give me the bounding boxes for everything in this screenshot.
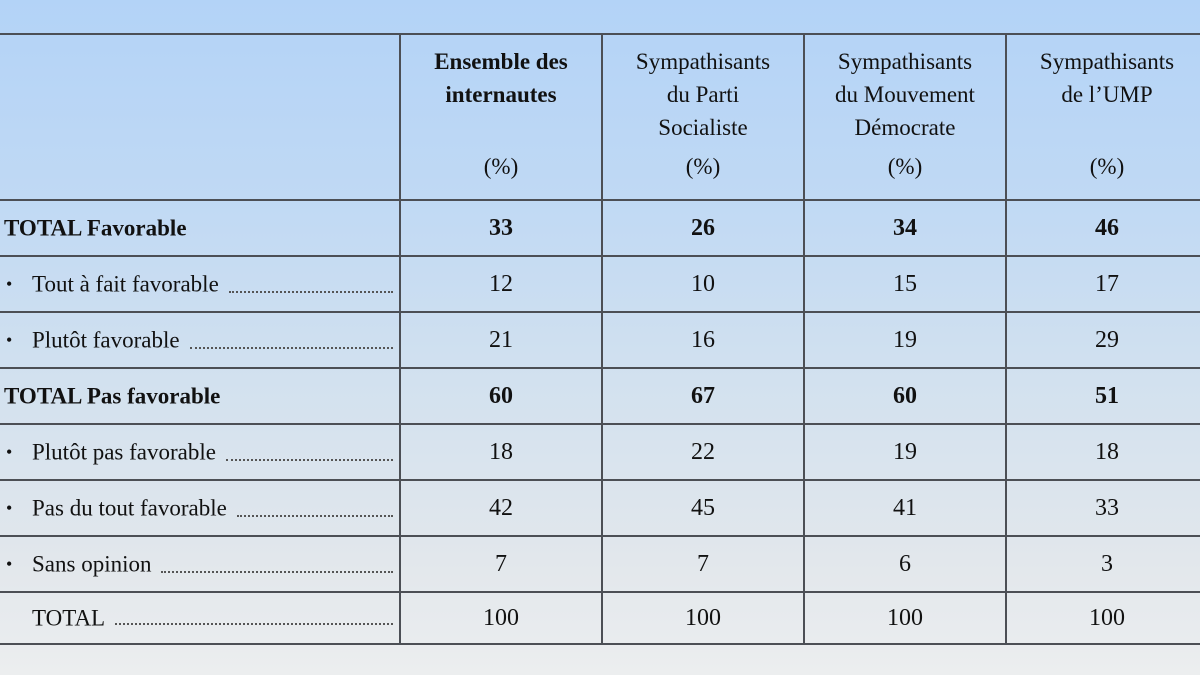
column-header-title-line: internautes bbox=[445, 82, 557, 107]
table-body bbox=[0, 200, 1200, 644]
value-cell: 7 bbox=[602, 536, 804, 592]
row-label-cell bbox=[0, 424, 400, 480]
value-cell: 33 bbox=[1006, 480, 1200, 536]
value-cell: 100 bbox=[1006, 592, 1200, 644]
value-cell: 60 bbox=[400, 368, 602, 424]
value-cell: 19 bbox=[804, 312, 1006, 368]
value-cell: 6 bbox=[804, 536, 1006, 592]
value-cell: 41 bbox=[804, 480, 1006, 536]
dot-leader bbox=[226, 459, 393, 461]
column-header-title bbox=[805, 45, 1005, 150]
value-cell: 22 bbox=[602, 424, 804, 480]
dot-leader bbox=[229, 291, 393, 293]
row-label: Pas du tout favorable bbox=[32, 495, 227, 521]
bullet-icon: • bbox=[6, 330, 13, 351]
value-cell: 45 bbox=[602, 480, 804, 536]
value-cell: 18 bbox=[1006, 424, 1200, 480]
row-label: Tout à fait favorable bbox=[32, 271, 219, 297]
row-label: TOTAL bbox=[32, 605, 106, 631]
column-header-title-line: du Mouvement bbox=[835, 82, 975, 107]
column-header-title-line: Sympathisants bbox=[837, 49, 973, 74]
table-header-row bbox=[0, 34, 1200, 200]
bullet-icon: • bbox=[6, 554, 13, 575]
value-cell: 29 bbox=[1006, 312, 1200, 368]
column-header bbox=[804, 34, 1006, 200]
column-header-title bbox=[1007, 45, 1200, 150]
value-cell: 10 bbox=[602, 256, 804, 312]
column-header-title-line: Démocrate bbox=[854, 115, 956, 140]
row-label-cell bbox=[0, 368, 400, 424]
value-cell: 16 bbox=[602, 312, 804, 368]
column-header bbox=[1006, 34, 1200, 200]
value-cell: 26 bbox=[602, 200, 804, 256]
value-cell: 42 bbox=[400, 480, 602, 536]
dot-leader bbox=[190, 347, 393, 349]
value-cell: 60 bbox=[804, 368, 1006, 424]
table-row bbox=[0, 200, 1200, 256]
table-row bbox=[0, 256, 1200, 312]
column-header-title-line: du Parti bbox=[666, 82, 740, 107]
column-header-title-line: Sympathisants bbox=[1039, 49, 1175, 74]
column-header-title-line: de l’UMP bbox=[1061, 82, 1153, 107]
table-row bbox=[0, 424, 1200, 480]
column-header-title bbox=[603, 45, 803, 150]
value-cell: 17 bbox=[1006, 256, 1200, 312]
value-cell: 100 bbox=[804, 592, 1006, 644]
dot-leader bbox=[237, 515, 393, 517]
column-header-unit: (%) bbox=[685, 154, 721, 179]
row-label-cell bbox=[0, 200, 400, 256]
value-cell: 21 bbox=[400, 312, 602, 368]
row-label-cell bbox=[0, 536, 400, 592]
row-label: Plutôt favorable bbox=[32, 327, 180, 353]
dot-leader bbox=[115, 623, 393, 625]
value-cell: 46 bbox=[1006, 200, 1200, 256]
value-cell: 7 bbox=[400, 536, 602, 592]
value-cell: 15 bbox=[804, 256, 1006, 312]
value-cell: 33 bbox=[400, 200, 602, 256]
column-header bbox=[602, 34, 804, 200]
table-row bbox=[0, 536, 1200, 592]
table-row bbox=[0, 312, 1200, 368]
row-label-cell bbox=[0, 480, 400, 536]
value-cell: 3 bbox=[1006, 536, 1200, 592]
table-row bbox=[0, 480, 1200, 536]
row-label: Plutôt pas favorable bbox=[32, 439, 216, 465]
dot-leader bbox=[161, 571, 393, 573]
value-cell: 18 bbox=[400, 424, 602, 480]
value-cell: 67 bbox=[602, 368, 804, 424]
value-cell: 51 bbox=[1006, 368, 1200, 424]
value-cell: 100 bbox=[602, 592, 804, 644]
row-label-cell bbox=[0, 256, 400, 312]
bullet-icon: • bbox=[6, 442, 13, 463]
column-header-title-line: Ensemble des bbox=[434, 49, 568, 74]
column-header-title-line: Socialiste bbox=[658, 115, 748, 140]
column-header-title bbox=[401, 45, 601, 150]
table-row bbox=[0, 592, 1200, 644]
bullet-icon: • bbox=[6, 274, 13, 295]
header-corner-cell bbox=[0, 34, 400, 200]
row-label-cell bbox=[0, 592, 400, 644]
bullet-icon: • bbox=[6, 498, 13, 519]
value-cell: 100 bbox=[400, 592, 602, 644]
survey-results-table bbox=[0, 33, 1200, 645]
column-header-unit: (%) bbox=[1089, 154, 1125, 179]
row-label-cell bbox=[0, 312, 400, 368]
column-header-unit: (%) bbox=[483, 154, 519, 179]
value-cell: 34 bbox=[804, 200, 1006, 256]
row-label: Sans opinion bbox=[32, 551, 152, 577]
row-label: TOTAL Favorable bbox=[4, 215, 187, 241]
table-row bbox=[0, 368, 1200, 424]
column-header-title-line: Sympathisants bbox=[635, 49, 771, 74]
value-cell: 19 bbox=[804, 424, 1006, 480]
value-cell: 12 bbox=[400, 256, 602, 312]
column-header-unit: (%) bbox=[887, 154, 923, 179]
row-label: TOTAL Pas favorable bbox=[4, 383, 221, 409]
column-header bbox=[400, 34, 602, 200]
